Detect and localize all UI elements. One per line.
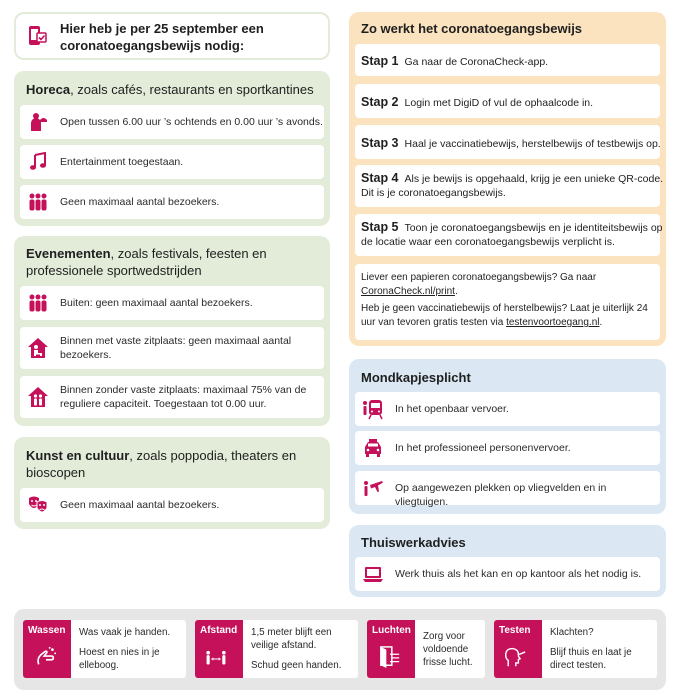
step-label: Stap 5 (361, 220, 399, 234)
kunst-title-line2: bioscopen (26, 465, 86, 480)
mondkapje-item-text: In het professioneel personenvervoer. (395, 442, 571, 454)
step-card (355, 44, 660, 76)
footer-tag (195, 620, 243, 678)
step-text-line2: de locatie waar een coronatoegangsbewijs verplicht is. (361, 236, 615, 248)
taxi-icon (362, 437, 384, 459)
evenementen-item-text (60, 334, 291, 362)
evenementen-item-text: Buiten: geen maximaal aantal bezoekers. (60, 297, 253, 309)
footer-line1: Klachten? (550, 627, 594, 638)
kunst-item-text: Geen maximaal aantal bezoekers. (60, 499, 220, 511)
footer-line1: Was vaak je handen. (79, 627, 171, 638)
step-text: Ga naar de CoronaCheck-app. (404, 56, 549, 68)
mondkapje-item (355, 431, 660, 465)
kunst-title-bold: Kunst en cultuur (26, 448, 130, 463)
mondkapje-title: Mondkapjesplicht (361, 370, 471, 385)
footer-tag (494, 620, 542, 678)
footer-card-luchten (367, 620, 485, 678)
house-seated-icon (27, 337, 49, 359)
step-label: Stap 4 (361, 171, 399, 185)
footer-text (251, 626, 341, 672)
evenementen-title-bold: Evenementen (26, 246, 111, 261)
theater-masks-icon (27, 494, 49, 516)
thuiswerk-title: Thuiswerkadvies (361, 535, 466, 550)
mondkapje-panel (349, 359, 666, 514)
print-link-suffix: . (454, 286, 458, 297)
thuiswerk-item-text: Werk thuis als het kan en op kantoor als het nodig is. (395, 568, 642, 580)
footer-tag-label: Luchten (372, 625, 411, 636)
footer-line2: Blijf thuis en laat je (550, 647, 632, 658)
evenementen-title (26, 245, 322, 279)
testen-link-suffix: . (599, 317, 603, 328)
footer-text (550, 626, 632, 672)
evenementen-item (20, 327, 324, 369)
evenementen-item-line2: bezoekers. (60, 349, 112, 361)
footer-tag-label: Testen (499, 625, 531, 636)
step-text: Als je bewijs is opgehaald, krijg je een unieke QR-code. (404, 173, 664, 185)
footer-line1: 1,5 meter blijft een (251, 627, 332, 638)
footer-text (79, 626, 170, 672)
horeca-title-rest: , zoals cafés, restaurants en sportkantines (70, 82, 314, 97)
mondkapje-item (355, 471, 660, 508)
print-link[interactable]: CoronaCheck.nl/print (361, 286, 455, 297)
horeca-panel (14, 71, 330, 226)
kunst-title (26, 447, 322, 481)
kunst-title-rest: , zoals poppodia, theaters en (129, 448, 297, 463)
step-text: Toon je coronatoegangsbewijs en je identiteitsbewijs op (404, 222, 663, 234)
evenementen-title-line2: professionele sportwedstrijden (26, 263, 202, 278)
evenementen-item (20, 376, 324, 418)
step-label: Stap 2 (361, 95, 399, 109)
step-text-line2: Dit is je coronatoegangsbewijs. (361, 187, 506, 199)
horeca-title-bold: Horeca (26, 82, 71, 97)
footer-card-testen (494, 620, 657, 678)
footer-line3: elleboog. (79, 660, 119, 671)
horeca-title (26, 81, 314, 98)
mondkapje-item (355, 392, 660, 426)
step-card (355, 165, 664, 207)
step-label: Stap 1 (361, 54, 399, 68)
footer-tag (367, 620, 415, 678)
footer-card-wassen (23, 620, 186, 678)
evenementen-item-line1: Binnen zonder vaste zitplaats: maximaal 75% van de (60, 384, 307, 396)
test-head-icon (504, 646, 526, 668)
waiter-icon (27, 111, 49, 133)
group-icon (27, 191, 49, 213)
header-title (60, 20, 264, 54)
step-text: Login met DigiD of vul de ophaalcode in. (404, 97, 594, 109)
footer-tag-label: Afstand (200, 625, 238, 636)
group-icon (27, 292, 49, 314)
werkt-title: Zo werkt het coronatoegangsbewijs (361, 21, 583, 36)
music-note-icon (27, 151, 49, 173)
evenementen-item-line1: Binnen met vaste zitplaats: geen maximaal aantal (60, 335, 292, 347)
werkt-info-line3: uur van tevoren gratis testen via (361, 317, 507, 328)
footer-card-afstand (195, 620, 358, 678)
thuiswerk-panel (349, 525, 666, 597)
footer-line2: veilige afstand. (251, 640, 317, 651)
testen-link[interactable]: testenvoortoegang.nl (506, 317, 600, 328)
header-title-line1: Hier heb je per 25 september een (60, 21, 264, 36)
horeca-item (20, 105, 324, 139)
footer-line2: voldoende (423, 644, 469, 655)
hand-wash-icon (35, 646, 57, 668)
evenementen-item-line2: reguliere capaciteit. Toegestaan tot 0.00 uur. (60, 398, 267, 410)
header-title-line2: coronatoegangsbewijs nodig: (60, 38, 245, 53)
werkt-info-card (355, 264, 660, 340)
horeca-item (20, 145, 324, 179)
footer-line3: Schud geen handen. (251, 660, 342, 671)
step-text: Haal je vaccinatiebewijs, herstelbewijs of testbewijs op. (404, 138, 661, 150)
werkt-info-line2: Heb je geen vaccinatiebewijs of herstelbewijs? Laat je uiterlijk 24 (361, 303, 648, 314)
footer-line3: frisse lucht. (423, 657, 473, 668)
step-card (355, 214, 663, 256)
evenementen-item (20, 286, 324, 320)
thuiswerk-item (355, 557, 660, 591)
mondkapje-item-text: Op aangewezen plekken op vliegvelden en in vliegtuigen. (395, 482, 607, 508)
footer-line1: Zorg voor (423, 631, 465, 642)
header-box (14, 12, 330, 60)
werkt-panel (349, 12, 666, 346)
horeca-item-text: Entertainment toegestaan. (60, 156, 184, 168)
airplane-person-icon (362, 477, 384, 499)
footer-line3: direct testen. (550, 660, 607, 671)
distance-icon (205, 648, 227, 670)
horeca-item-text: Geen maximaal aantal bezoekers. (60, 196, 220, 208)
evenementen-panel (14, 236, 330, 426)
footer-tag (23, 620, 71, 678)
werkt-info-line1: Liever een papieren coronatoegangsbewijs? Ga naar (361, 272, 597, 283)
kunst-item (20, 488, 324, 522)
train-icon (362, 398, 384, 420)
horeca-item (20, 185, 324, 219)
ventilate-icon (379, 646, 401, 668)
house-people-icon (27, 386, 49, 408)
laptop-icon (362, 563, 384, 585)
phone-check-icon (26, 25, 48, 47)
evenementen-title-rest: , zoals festivals, feesten en (110, 246, 267, 261)
evenementen-item-text (60, 383, 306, 411)
step-card (355, 125, 660, 159)
kunst-panel (14, 437, 330, 529)
horeca-item-text: Open tussen 6.00 uur ’s ochtends en 0.00 uur ’s avonds. (60, 116, 323, 128)
step-label: Stap 3 (361, 136, 399, 150)
mondkapje-item-text: In het openbaar vervoer. (395, 403, 509, 415)
footer-line2: Hoest en nies in je (79, 647, 160, 658)
footer-tag-label: Wassen (28, 625, 66, 636)
footer-text (423, 630, 473, 669)
step-card (355, 84, 660, 118)
